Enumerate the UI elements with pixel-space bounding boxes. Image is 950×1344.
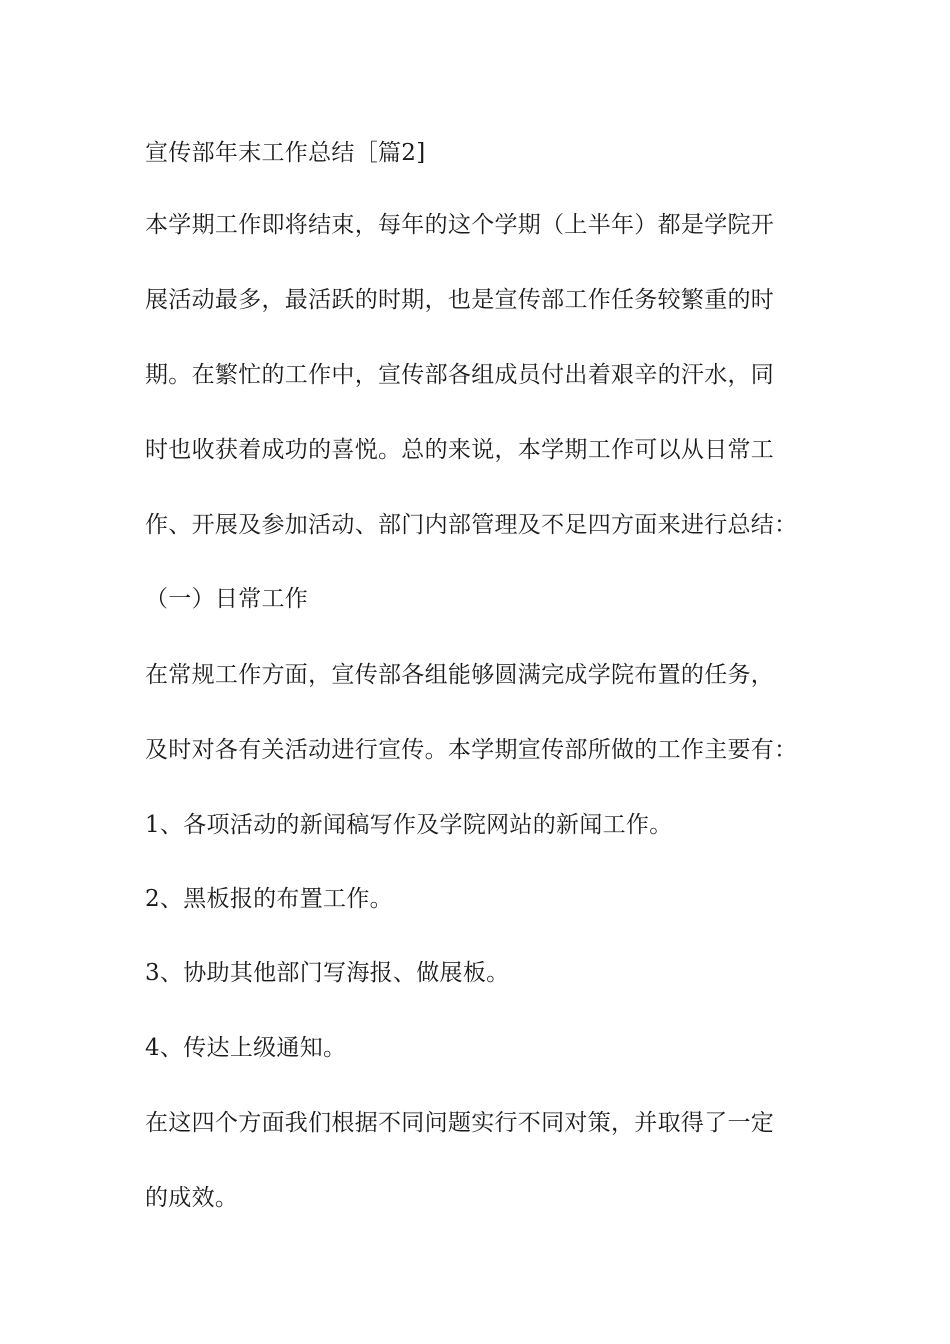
paragraph-line: 及时对各有关活动进行宣传。本学期宣传部所做的工作主要有： (145, 737, 798, 763)
paragraph-line: 作、开展及参加活动、部门内部管理及不足四方面来进行总结： (145, 512, 798, 538)
list-item: 4、传达上级通知。 (145, 1035, 347, 1061)
list-item: 3、协助其他部门写海报、做展板。 (145, 960, 510, 986)
list-item: 2、黑板报的布置工作。 (145, 886, 393, 912)
list-item: 1、各项活动的新闻稿写作及学院网站的新闻工作。 (145, 812, 673, 838)
paragraph-line: 的成效。 (145, 1185, 239, 1211)
paragraph-line: 展活动最多，最活跃的时期，也是宣传部工作任务较繁重的时 (145, 287, 775, 313)
document-title: 宣传部年末工作总结［篇2] (145, 140, 426, 166)
paragraph-line: 本学期工作即将结束，每年的这个学期（上半年）都是学院开 (145, 212, 775, 238)
paragraph-line: 在常规工作方面，宣传部各组能够圆满完成学院布置的任务， (145, 662, 775, 688)
paragraph-line: 期。在繁忙的工作中，宣传部各组成员付出着艰辛的汗水，同 (145, 362, 775, 388)
section-heading: （一）日常工作 (145, 586, 309, 612)
paragraph-line: 在这四个方面我们根据不同问题实行不同对策，并取得了一定 (145, 1110, 775, 1136)
paragraph-line: 时也收获着成功的喜悦。总的来说，本学期工作可以从日常工 (145, 437, 775, 463)
